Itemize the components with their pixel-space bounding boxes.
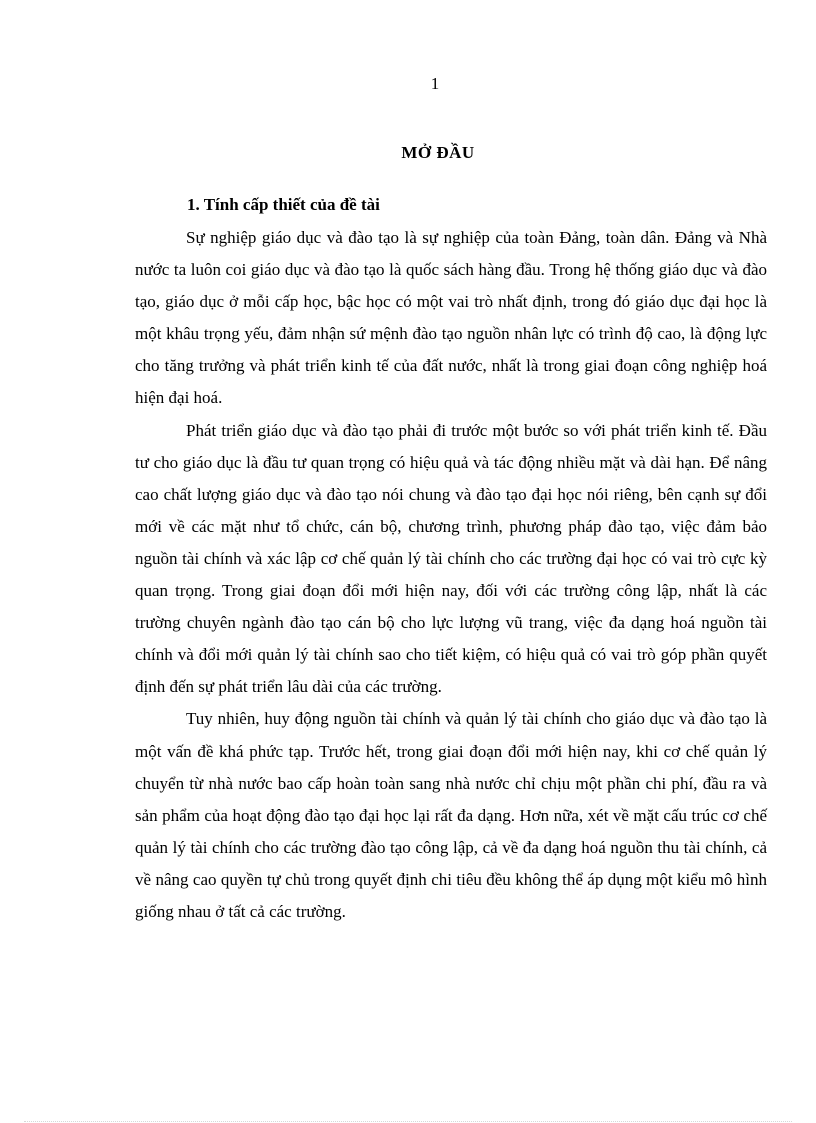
- paragraph-3: Tuy nhiên, huy động nguồn tài chính và quản lý tài chính cho giáo dục và đào tạo là một vấn đề khá phức tạp. Trước hết, trong giai đoạn đổi mới hiện nay, khi cơ chế quản lý chuyển từ nhà nước bao cấp hoàn toàn sang nhà nước chỉ chịu một phần chi phí, đầu ra và sản phẩm của hoạt động đào tạo đại học lại rất đa dạng. Hơn nữa, xét về mặt cấu trúc cơ chế quản lý tài chính cho các trường đào tạo công lập, cả về đa dạng hoá nguồn thu tài chính, cả về nâng cao quyền tự chủ trong quyết định chi tiêu đều không thể áp dụng một kiểu mô hình giống nhau ở tất cả các trường.: [135, 709, 767, 921]
- paragraph-1: Sự nghiệp giáo dục và đào tạo là sự nghiệp của toàn Đảng, toàn dân. Đảng và Nhà nước ta luôn coi giáo dục và đào tạo là quốc sách hàng đầu. Trong hệ thống giáo dục và đào tạo, giáo dục ở mỗi cấp học, bậc học có một vai trò nhất định, trong đó giáo dục đại học là một khâu trọng yếu, đảm nhận sứ mệnh đào tạo nguồn nhân lực có trình độ cao, là động lực cho tăng trưởng và phát triển kinh tế của đất nước, nhất là trong giai đoạn công nghiệp hoá hiện đại hoá.: [135, 228, 767, 408]
- section-heading: 1. Tính cấp thiết của đề tài: [187, 195, 380, 214]
- body-text: [135, 222, 767, 928]
- page-title: MỞ ĐẦU: [401, 143, 475, 162]
- page-number: 1: [430, 74, 440, 93]
- paragraph-2: Phát triển giáo dục và đào tạo phải đi trước một bước so với phát triển kinh tế. Đầu tư cho giáo dục là đầu tư quan trọng có hiệu quả và tác động nhiều mặt và dài hạn. Để nâng cao chất lượng giáo dục và đào tạo nói chung và đào tạo đại học nói riêng, bên cạnh sự đổi mới về các mặt như tổ chức, cán bộ, chương trình, phương pháp đào tạo, việc đảm bảo nguồn tài chính và xác lập cơ chế quản lý tài chính cho các trường đại học có vai trò cực kỳ quan trọng. Trong giai đoạn đổi mới hiện nay, đối với các trường công lập, nhất là các trường chuyên ngành đào tạo cán bộ cho lực lượng vũ trang, việc đa dạng hoá nguồn tài chính và đổi mới quản lý tài chính sao cho tiết kiệm, có hiệu quả có vai trò góp phần quyết định đến sự phát triển lâu dài của các trường.: [135, 420, 767, 697]
- page-bottom-divider: [24, 1121, 792, 1122]
